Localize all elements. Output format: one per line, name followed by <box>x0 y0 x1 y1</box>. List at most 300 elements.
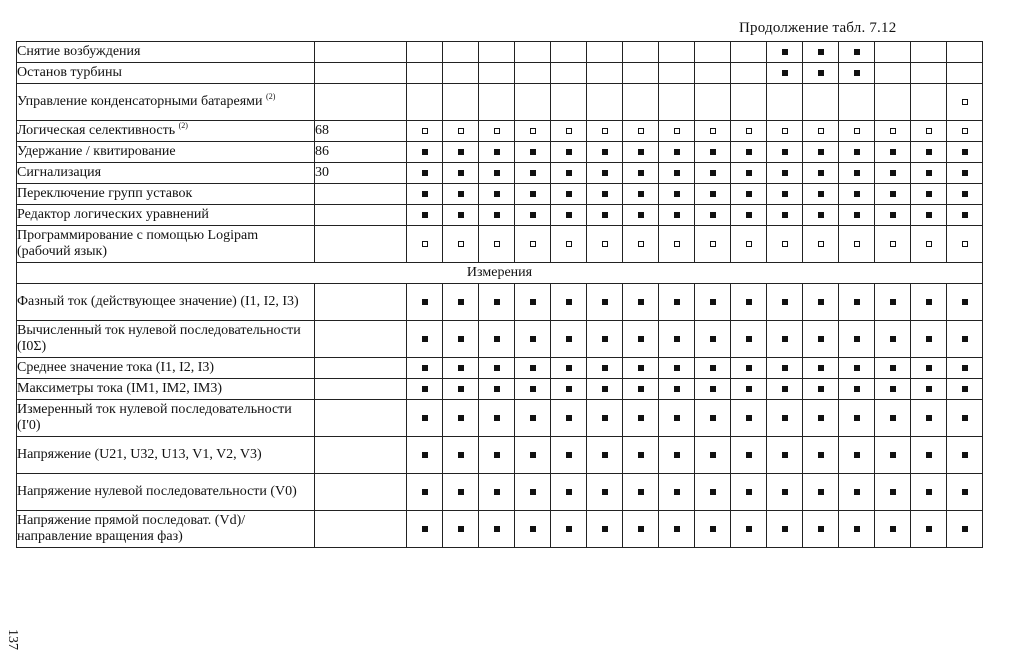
mark-cell <box>803 284 839 321</box>
mark-cell <box>695 358 731 379</box>
mark-cell <box>731 379 767 400</box>
mark-cell <box>767 437 803 474</box>
filled-square-icon <box>494 336 500 342</box>
filled-square-icon <box>494 386 500 392</box>
table-row <box>17 474 983 511</box>
filled-square-icon <box>602 212 608 218</box>
function-label-text: Снятие возбуждения <box>17 44 141 59</box>
filled-square-icon <box>710 299 716 305</box>
mark-cell <box>911 400 947 437</box>
filled-square-icon <box>962 191 968 197</box>
filled-square-icon <box>422 336 428 342</box>
filled-square-icon <box>890 212 896 218</box>
function-label <box>17 184 315 205</box>
mark-cell <box>803 226 839 263</box>
mark-cell <box>839 284 875 321</box>
ansi-code: 86 <box>315 142 407 163</box>
filled-square-icon <box>566 191 572 197</box>
filled-square-icon <box>494 415 500 421</box>
filled-square-icon <box>422 299 428 305</box>
filled-square-icon <box>746 365 752 371</box>
filled-square-icon <box>458 191 464 197</box>
filled-square-icon <box>818 191 824 197</box>
filled-square-icon <box>458 299 464 305</box>
mark-cell <box>695 163 731 184</box>
table-row <box>17 358 983 379</box>
filled-square-icon <box>890 386 896 392</box>
mark-cell <box>443 142 479 163</box>
filled-square-icon <box>674 191 680 197</box>
mark-cell <box>947 121 983 142</box>
filled-square-icon <box>782 386 788 392</box>
filled-square-icon <box>530 415 536 421</box>
mark-cell <box>695 142 731 163</box>
filled-square-icon <box>962 526 968 532</box>
mark-cell <box>767 321 803 358</box>
mark-cell <box>443 379 479 400</box>
mark-cell <box>695 511 731 548</box>
filled-square-icon <box>962 299 968 305</box>
mark-cell <box>443 205 479 226</box>
filled-square-icon <box>566 415 572 421</box>
mark-cell <box>911 121 947 142</box>
mark-cell <box>875 284 911 321</box>
mark-cell <box>695 321 731 358</box>
mark-cell <box>587 400 623 437</box>
mark-cell <box>551 321 587 358</box>
mark-cell <box>407 284 443 321</box>
mark-cell <box>803 142 839 163</box>
mark-cell <box>767 474 803 511</box>
filled-square-icon <box>854 191 860 197</box>
function-label <box>17 42 315 63</box>
filled-square-icon <box>926 191 932 197</box>
mark-cell <box>479 437 515 474</box>
mark-cell <box>839 226 875 263</box>
hollow-square-icon <box>818 128 824 134</box>
mark-cell <box>731 358 767 379</box>
mark-cell <box>839 184 875 205</box>
mark-cell <box>803 437 839 474</box>
filled-square-icon <box>890 489 896 495</box>
mark-cell <box>911 163 947 184</box>
filled-square-icon <box>638 212 644 218</box>
mark-cell <box>551 226 587 263</box>
mark-cell <box>443 437 479 474</box>
hollow-square-icon <box>638 128 644 134</box>
hollow-square-icon <box>422 128 428 134</box>
ansi-code <box>315 226 407 263</box>
function-label-text: Редактор логических уравнений <box>17 207 209 222</box>
mark-cell <box>407 379 443 400</box>
filled-square-icon <box>494 526 500 532</box>
mark-cell <box>479 358 515 379</box>
filled-square-icon <box>566 452 572 458</box>
ansi-code <box>315 437 407 474</box>
filled-square-icon <box>854 149 860 155</box>
mark-cell <box>731 226 767 263</box>
mark-cell <box>443 511 479 548</box>
mark-cell <box>731 163 767 184</box>
function-label <box>17 437 315 474</box>
function-label-text: Управление конденсаторными батареями <box>17 94 263 109</box>
footnote-ref: (2) <box>178 121 188 130</box>
mark-cell <box>731 284 767 321</box>
mark-cell <box>839 437 875 474</box>
mark-cell <box>623 284 659 321</box>
mark-cell <box>443 84 479 121</box>
mark-cell <box>443 400 479 437</box>
filled-square-icon <box>926 386 932 392</box>
filled-square-icon <box>746 299 752 305</box>
filled-square-icon <box>566 365 572 371</box>
mark-cell <box>911 358 947 379</box>
filled-square-icon <box>674 489 680 495</box>
filled-square-icon <box>674 212 680 218</box>
filled-square-icon <box>962 415 968 421</box>
mark-cell <box>911 63 947 84</box>
mark-cell <box>623 84 659 121</box>
filled-square-icon <box>854 415 860 421</box>
hollow-square-icon <box>566 241 572 247</box>
mark-cell <box>551 121 587 142</box>
filled-square-icon <box>746 191 752 197</box>
filled-square-icon <box>926 365 932 371</box>
functions-table <box>16 41 983 548</box>
mark-cell <box>839 163 875 184</box>
mark-cell <box>731 63 767 84</box>
filled-square-icon <box>782 365 788 371</box>
mark-cell <box>875 437 911 474</box>
filled-square-icon <box>530 489 536 495</box>
filled-square-icon <box>566 299 572 305</box>
mark-cell <box>695 226 731 263</box>
mark-cell <box>407 184 443 205</box>
mark-cell <box>623 511 659 548</box>
mark-cell <box>731 121 767 142</box>
function-label-text: Сигнализация <box>17 165 102 180</box>
mark-cell <box>947 63 983 84</box>
filled-square-icon <box>602 489 608 495</box>
page-number-text: 137 <box>5 629 20 650</box>
mark-cell <box>443 284 479 321</box>
filled-square-icon <box>710 489 716 495</box>
filled-square-icon <box>890 415 896 421</box>
mark-cell <box>479 42 515 63</box>
mark-cell <box>659 284 695 321</box>
filled-square-icon <box>458 149 464 155</box>
filled-square-icon <box>890 365 896 371</box>
mark-cell <box>479 63 515 84</box>
mark-cell <box>515 42 551 63</box>
mark-cell <box>803 511 839 548</box>
mark-cell <box>947 358 983 379</box>
hollow-square-icon <box>890 241 896 247</box>
function-label <box>17 284 315 321</box>
filled-square-icon <box>494 489 500 495</box>
filled-square-icon <box>638 299 644 305</box>
ansi-code <box>315 63 407 84</box>
hollow-square-icon <box>818 241 824 247</box>
filled-square-icon <box>854 386 860 392</box>
filled-square-icon <box>566 526 572 532</box>
mark-cell <box>731 400 767 437</box>
filled-square-icon <box>566 149 572 155</box>
filled-square-icon <box>818 365 824 371</box>
filled-square-icon <box>494 191 500 197</box>
mark-cell <box>479 163 515 184</box>
mark-cell <box>407 474 443 511</box>
ansi-code <box>315 321 407 358</box>
function-label <box>17 63 315 84</box>
mark-cell <box>515 121 551 142</box>
ansi-code <box>315 358 407 379</box>
mark-cell <box>803 379 839 400</box>
mark-cell <box>551 379 587 400</box>
filled-square-icon <box>962 336 968 342</box>
filled-square-icon <box>674 299 680 305</box>
hollow-square-icon <box>566 128 572 134</box>
filled-square-icon <box>746 386 752 392</box>
mark-cell <box>839 205 875 226</box>
function-label-text: Логическая селективность <box>17 123 176 138</box>
mark-cell <box>659 205 695 226</box>
hollow-square-icon <box>530 241 536 247</box>
filled-square-icon <box>566 336 572 342</box>
mark-cell <box>515 205 551 226</box>
filled-square-icon <box>638 526 644 532</box>
mark-cell <box>731 437 767 474</box>
filled-square-icon <box>818 336 824 342</box>
hollow-square-icon <box>494 241 500 247</box>
mark-cell <box>587 379 623 400</box>
filled-square-icon <box>638 489 644 495</box>
function-label <box>17 474 315 511</box>
hollow-square-icon <box>962 99 968 105</box>
filled-square-icon <box>530 299 536 305</box>
hollow-square-icon <box>710 128 716 134</box>
mark-cell <box>623 358 659 379</box>
filled-square-icon <box>602 365 608 371</box>
filled-square-icon <box>782 489 788 495</box>
mark-cell <box>695 84 731 121</box>
mark-cell <box>659 142 695 163</box>
filled-square-icon <box>746 489 752 495</box>
filled-square-icon <box>710 149 716 155</box>
mark-cell <box>875 474 911 511</box>
page-number <box>0 617 20 650</box>
mark-cell <box>731 84 767 121</box>
filled-square-icon <box>530 526 536 532</box>
filled-square-icon <box>638 170 644 176</box>
mark-cell <box>515 511 551 548</box>
mark-cell <box>587 184 623 205</box>
filled-square-icon <box>674 415 680 421</box>
mark-cell <box>947 474 983 511</box>
mark-cell <box>659 184 695 205</box>
filled-square-icon <box>890 170 896 176</box>
mark-cell <box>731 321 767 358</box>
function-label <box>17 84 315 121</box>
mark-cell <box>731 184 767 205</box>
mark-cell <box>479 474 515 511</box>
hollow-square-icon <box>602 241 608 247</box>
filled-square-icon <box>890 452 896 458</box>
ansi-code <box>315 400 407 437</box>
function-label <box>17 321 315 358</box>
table-row <box>17 142 983 163</box>
mark-cell <box>947 205 983 226</box>
mark-cell <box>551 63 587 84</box>
filled-square-icon <box>422 489 428 495</box>
mark-cell <box>695 379 731 400</box>
mark-cell <box>695 121 731 142</box>
filled-square-icon <box>638 386 644 392</box>
mark-cell <box>947 437 983 474</box>
mark-cell <box>767 121 803 142</box>
ansi-code <box>315 184 407 205</box>
mark-cell <box>767 163 803 184</box>
mark-cell <box>443 63 479 84</box>
mark-cell <box>443 121 479 142</box>
ansi-code <box>315 42 407 63</box>
mark-cell <box>803 205 839 226</box>
mark-cell <box>947 84 983 121</box>
filled-square-icon <box>818 149 824 155</box>
mark-cell <box>515 437 551 474</box>
mark-cell <box>551 42 587 63</box>
mark-cell <box>695 284 731 321</box>
mark-cell <box>695 63 731 84</box>
filled-square-icon <box>782 452 788 458</box>
mark-cell <box>659 474 695 511</box>
filled-square-icon <box>602 386 608 392</box>
filled-square-icon <box>854 49 860 55</box>
mark-cell <box>839 42 875 63</box>
mark-cell <box>911 284 947 321</box>
ansi-code <box>315 511 407 548</box>
filled-square-icon <box>962 149 968 155</box>
filled-square-icon <box>602 452 608 458</box>
mark-cell <box>551 142 587 163</box>
mark-cell <box>479 184 515 205</box>
mark-cell <box>911 184 947 205</box>
filled-square-icon <box>746 170 752 176</box>
mark-cell <box>803 42 839 63</box>
mark-cell <box>623 63 659 84</box>
mark-cell <box>911 474 947 511</box>
filled-square-icon <box>818 299 824 305</box>
table-row <box>17 511 983 548</box>
mark-cell <box>767 358 803 379</box>
mark-cell <box>479 121 515 142</box>
filled-square-icon <box>602 170 608 176</box>
hollow-square-icon <box>890 128 896 134</box>
filled-square-icon <box>602 336 608 342</box>
mark-cell <box>947 163 983 184</box>
mark-cell <box>803 321 839 358</box>
filled-square-icon <box>890 336 896 342</box>
mark-cell <box>911 205 947 226</box>
mark-cell <box>551 84 587 121</box>
filled-square-icon <box>602 191 608 197</box>
function-label <box>17 163 315 184</box>
mark-cell <box>767 63 803 84</box>
mark-cell <box>551 400 587 437</box>
mark-cell <box>803 400 839 437</box>
filled-square-icon <box>422 149 428 155</box>
function-label-text: Максиметры тока (IM1, IM2, IM3) <box>17 381 222 396</box>
filled-square-icon <box>422 170 428 176</box>
filled-square-icon <box>602 526 608 532</box>
filled-square-icon <box>530 149 536 155</box>
mark-cell <box>515 142 551 163</box>
mark-cell <box>443 42 479 63</box>
filled-square-icon <box>710 170 716 176</box>
mark-cell <box>515 163 551 184</box>
filled-square-icon <box>674 149 680 155</box>
mark-cell <box>407 226 443 263</box>
mark-cell <box>587 226 623 263</box>
mark-cell <box>947 226 983 263</box>
hollow-square-icon <box>638 241 644 247</box>
mark-cell <box>911 226 947 263</box>
mark-cell <box>659 437 695 474</box>
mark-cell <box>911 42 947 63</box>
filled-square-icon <box>566 386 572 392</box>
mark-cell <box>623 184 659 205</box>
mark-cell <box>407 205 443 226</box>
mark-cell <box>767 400 803 437</box>
mark-cell <box>587 121 623 142</box>
mark-cell <box>623 379 659 400</box>
table-row <box>17 84 983 121</box>
mark-cell <box>479 379 515 400</box>
table-row <box>17 284 983 321</box>
mark-cell <box>587 321 623 358</box>
filled-square-icon <box>566 170 572 176</box>
filled-square-icon <box>458 170 464 176</box>
mark-cell <box>479 84 515 121</box>
mark-cell <box>479 205 515 226</box>
mark-cell <box>407 84 443 121</box>
filled-square-icon <box>458 489 464 495</box>
mark-cell <box>587 63 623 84</box>
mark-cell <box>515 358 551 379</box>
filled-square-icon <box>494 149 500 155</box>
mark-cell <box>731 511 767 548</box>
mark-cell <box>875 400 911 437</box>
filled-square-icon <box>674 365 680 371</box>
filled-square-icon <box>638 415 644 421</box>
mark-cell <box>479 400 515 437</box>
filled-square-icon <box>530 365 536 371</box>
function-label-text: Удержание / квитирование <box>17 144 176 159</box>
mark-cell <box>839 63 875 84</box>
filled-square-icon <box>854 489 860 495</box>
mark-cell <box>407 437 443 474</box>
mark-cell <box>767 379 803 400</box>
ansi-code: 30 <box>315 163 407 184</box>
mark-cell <box>911 379 947 400</box>
filled-square-icon <box>962 489 968 495</box>
mark-cell <box>659 358 695 379</box>
mark-cell <box>731 205 767 226</box>
filled-square-icon <box>818 386 824 392</box>
filled-square-icon <box>926 489 932 495</box>
filled-square-icon <box>530 336 536 342</box>
mark-cell <box>947 321 983 358</box>
